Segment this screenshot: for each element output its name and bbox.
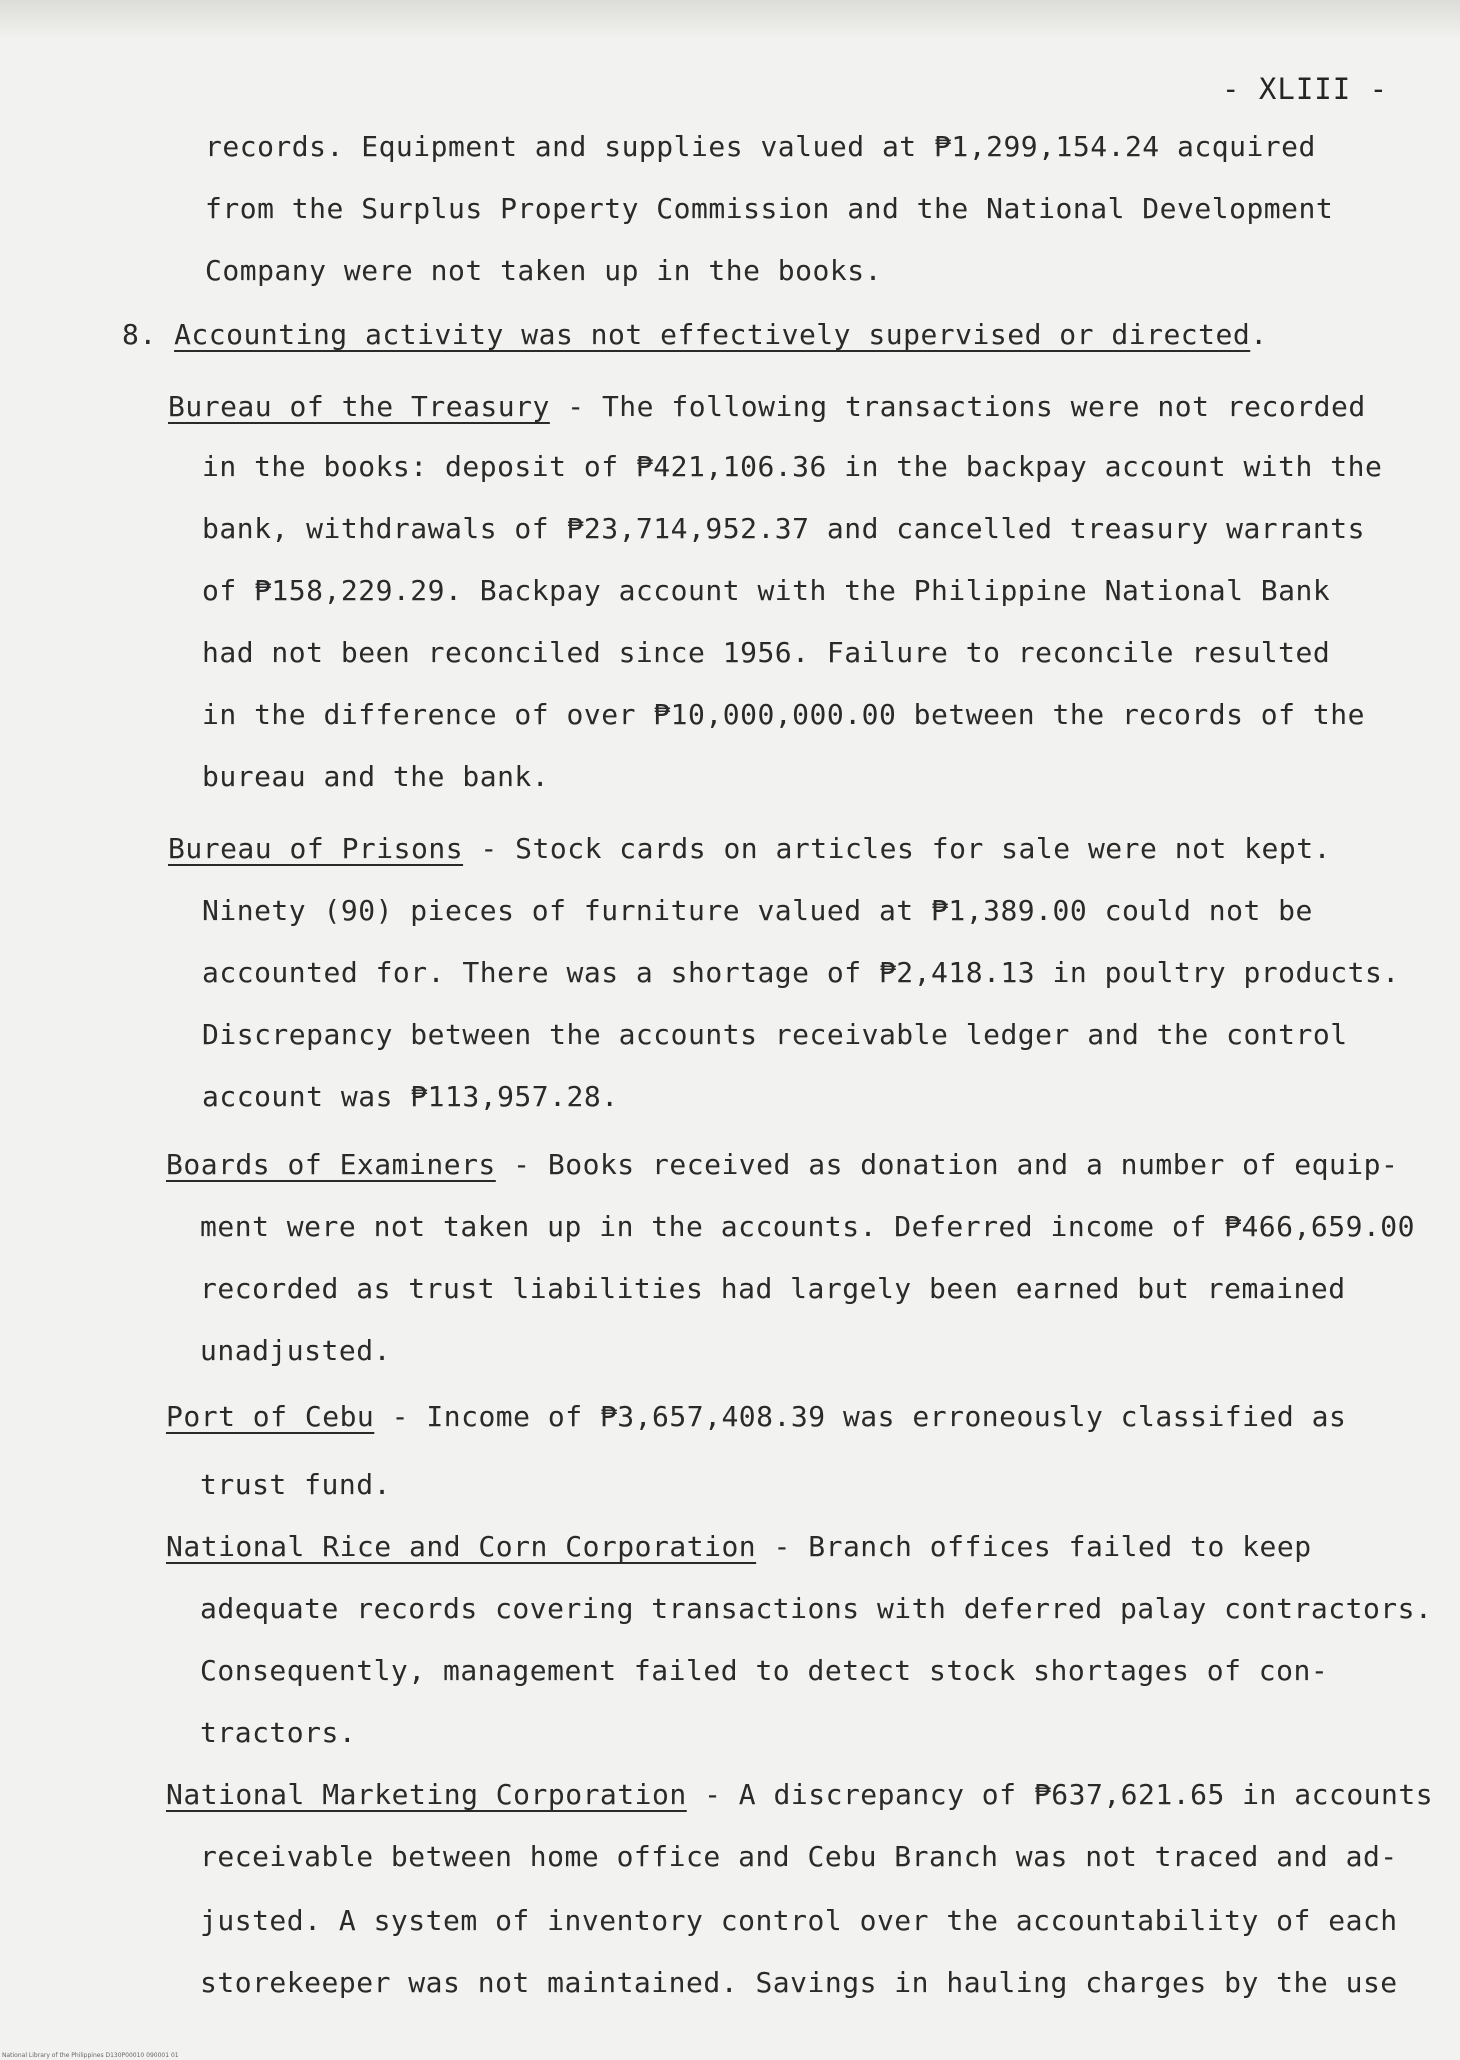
section-title: Bureau of the Treasury	[168, 390, 550, 423]
item-heading-period: .	[1250, 318, 1268, 351]
body-line: ment were not taken up in the accounts. Deferred income of ₱466,659.00	[200, 1210, 1416, 1243]
body-line: had not been reconciled since 1956. Failure to reconcile resulted	[202, 636, 1331, 669]
section-first-line	[166, 1530, 1312, 1563]
body-line: storekeeper was not maintained. Savings in hauling charges by the use	[200, 1966, 1398, 1999]
body-line: Ninety (90) pieces of furniture valued at ₱1,389.00 could not be	[202, 894, 1313, 927]
section-first-line	[166, 1778, 1433, 1811]
section-title: National Marketing Corporation	[166, 1778, 687, 1811]
body-line: tractors.	[200, 1716, 357, 1749]
body-line: account was ₱113,957.28.	[202, 1080, 619, 1113]
scan-footer: National Library of the Philippines D130P00010 090001 01	[2, 2052, 179, 2059]
section-title: Boards of Examiners	[166, 1148, 496, 1181]
body-line: bureau and the bank.	[202, 760, 550, 793]
body-line: recorded as trust liabilities had largely been earned but remained	[200, 1272, 1346, 1305]
body-line: trust fund.	[200, 1468, 391, 1501]
section-title: Bureau of Prisons	[168, 832, 464, 865]
page-number: - XLIII -	[1222, 72, 1389, 106]
body-line: adequate records covering transactions with deferred palay contractors.	[200, 1592, 1433, 1625]
section-intro: - Branch offices failed to keep	[756, 1530, 1312, 1563]
item-8-heading	[122, 318, 1268, 351]
body-line: in the difference of over ₱10,000,000.00 between the records of the	[202, 698, 1365, 731]
body-line: receivable between home office and Cebu Branch was not traced and ad-	[200, 1840, 1398, 1873]
body-line: bank, withdrawals of ₱23,714,952.37 and cancelled treasury warrants	[202, 512, 1365, 545]
body-line: of ₱158,229.29. Backpay account with the Philippine National Bank	[202, 574, 1331, 607]
item-heading-text: Accounting activity was not effectively supervised or directed	[174, 318, 1251, 351]
section-intro: - Income of ₱3,657,408.39 was erroneously classified as	[374, 1400, 1347, 1433]
item-number: 8.	[122, 318, 157, 351]
section-intro: - A discrepancy of ₱637,621.65 in accounts	[686, 1778, 1434, 1811]
body-line: Discrepancy between the accounts receivable ledger and the control	[202, 1018, 1348, 1051]
section-intro: - Books received as donation and a number of equip-	[495, 1148, 1399, 1181]
scan-shading	[0, 0, 1460, 40]
section-first-line	[166, 1148, 1398, 1181]
section-title: Port of Cebu	[166, 1400, 375, 1433]
section-first-line	[168, 832, 1331, 865]
body-line: justed. A system of inventory control over the accountability of each	[200, 1904, 1398, 1937]
continuation-line: from the Surplus Property Commission and the National Development	[205, 192, 1334, 225]
section-first-line	[166, 1400, 1346, 1433]
body-line: accounted for. There was a shortage of ₱2,418.13 in poultry products.	[202, 956, 1400, 989]
section-first-line	[168, 390, 1366, 423]
section-title: National Rice and Corn Corporation	[166, 1530, 757, 1563]
section-intro: - Stock cards on articles for sale were not kept.	[463, 832, 1331, 865]
body-line: Consequently, management failed to detect stock shortages of con-	[200, 1654, 1329, 1687]
section-intro: - The following transactions were not recorded	[549, 390, 1366, 423]
body-line: unadjusted.	[200, 1334, 391, 1367]
continuation-line: Company were not taken up in the books.	[205, 254, 882, 287]
body-line: in the books: deposit of ₱421,106.36 in the backpay account with the	[202, 450, 1383, 483]
continuation-line: records. Equipment and supplies valued at ₱1,299,154.24 acquired	[205, 130, 1316, 163]
